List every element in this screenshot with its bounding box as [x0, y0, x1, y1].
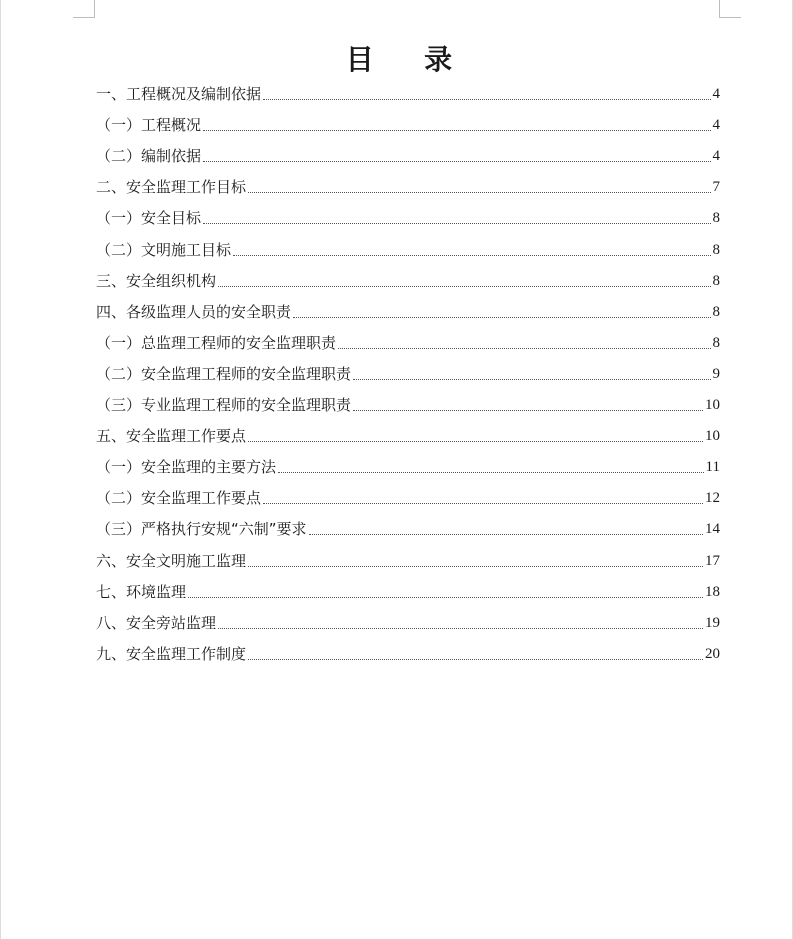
toc-entry-label: 三、安全组织机构 — [96, 271, 217, 290]
toc-entry[interactable] — [96, 263, 720, 294]
toc-entry-label: 四、各级监理人员的安全职责 — [96, 302, 292, 321]
toc-entry-page: 4 — [712, 86, 720, 103]
toc-dot-leader — [248, 658, 703, 660]
toc-entry-page: 7 — [712, 179, 720, 196]
toc-entry-page: 8 — [712, 334, 720, 351]
toc-entry[interactable] — [96, 356, 720, 387]
crop-mark-top-right — [719, 0, 741, 18]
toc-entry-page: 12 — [705, 490, 720, 507]
toc-entry-label: （一）安全目标 — [96, 209, 202, 228]
toc-dot-leader — [203, 129, 710, 131]
toc-dot-leader — [309, 533, 703, 535]
toc-entry-label: （二）文明施工目标 — [96, 240, 232, 259]
toc-entry[interactable] — [96, 169, 720, 200]
toc-dot-leader — [203, 160, 710, 162]
toc-entry-label: 二、安全监理工作目标 — [96, 178, 247, 197]
toc-entry-page: 8 — [712, 272, 720, 289]
toc-entry-label: 七、环境监理 — [96, 582, 187, 601]
toc-entry-label: 六、安全文明施工监理 — [96, 551, 247, 570]
toc-entry-page: 8 — [712, 241, 720, 258]
toc-entry-page: 8 — [712, 210, 720, 227]
toc-dot-leader — [263, 502, 703, 504]
toc-dot-leader — [353, 409, 703, 411]
toc-entry-page: 11 — [705, 459, 720, 476]
toc-dot-leader — [203, 222, 710, 224]
toc-entry[interactable] — [96, 636, 720, 667]
toc-entry-page: 14 — [705, 521, 720, 538]
toc-entry[interactable] — [96, 418, 720, 449]
toc-entry-page: 8 — [712, 303, 720, 320]
toc-entry-page: 10 — [705, 397, 720, 414]
toc-entry-label: （三）专业监理工程师的安全监理职责 — [96, 396, 352, 415]
toc-entry-page: 19 — [705, 614, 720, 631]
toc-entry[interactable] — [96, 387, 720, 418]
toc-entry[interactable] — [96, 542, 720, 573]
toc-dot-leader — [248, 565, 703, 567]
toc-dot-leader — [278, 471, 704, 473]
toc-dot-leader — [188, 596, 703, 598]
toc-entry[interactable] — [96, 449, 720, 480]
toc-entry-label: 八、安全旁站监理 — [96, 613, 217, 632]
toc-entry[interactable] — [96, 231, 720, 262]
table-of-contents — [96, 76, 720, 667]
toc-dot-leader — [218, 627, 703, 629]
toc-dot-leader — [248, 440, 703, 442]
toc-dot-leader — [338, 347, 710, 349]
toc-dot-leader — [353, 378, 710, 380]
toc-dot-leader — [293, 316, 710, 318]
toc-entry-page: 4 — [712, 148, 720, 165]
toc-entry-label: （一）工程概况 — [96, 116, 202, 135]
toc-entry-label: 九、安全监理工作制度 — [96, 644, 247, 663]
toc-entry-label: （三）严格执行安规“六制”要求 — [96, 520, 307, 539]
toc-title: 目 录 — [345, 43, 464, 76]
toc-entry-label: （一）安全监理的主要方法 — [96, 458, 277, 477]
toc-entry-page: 9 — [712, 365, 720, 382]
toc-entry[interactable] — [96, 325, 720, 356]
toc-entry[interactable] — [96, 200, 720, 231]
toc-entry[interactable] — [96, 480, 720, 511]
toc-entry-page: 17 — [705, 552, 720, 569]
toc-entry-page: 4 — [712, 117, 720, 134]
toc-entry-label: （二）编制依据 — [96, 147, 202, 166]
toc-entry-label: （二）安全监理工作要点 — [96, 489, 262, 508]
toc-entry-label: （一）总监理工程师的安全监理职责 — [96, 333, 337, 352]
toc-entry[interactable] — [96, 107, 720, 138]
toc-entry-page: 18 — [705, 583, 720, 600]
toc-dot-leader — [263, 98, 710, 100]
toc-dot-leader — [248, 191, 710, 193]
toc-entry-label: 一、工程概况及编制依据 — [96, 85, 262, 104]
toc-dot-leader — [218, 285, 710, 287]
toc-entry[interactable] — [96, 574, 720, 605]
toc-entry-page: 20 — [705, 645, 720, 662]
toc-entry[interactable] — [96, 294, 720, 325]
toc-entry[interactable] — [96, 511, 720, 542]
toc-dot-leader — [233, 254, 710, 256]
toc-entry[interactable] — [96, 76, 720, 107]
toc-entry[interactable] — [96, 605, 720, 636]
crop-mark-top-left — [73, 0, 95, 18]
toc-entry-page: 10 — [705, 428, 720, 445]
toc-entry[interactable] — [96, 138, 720, 169]
toc-entry-label: 五、安全监理工作要点 — [96, 427, 247, 446]
toc-entry-label: （二）安全监理工程师的安全监理职责 — [96, 364, 352, 383]
